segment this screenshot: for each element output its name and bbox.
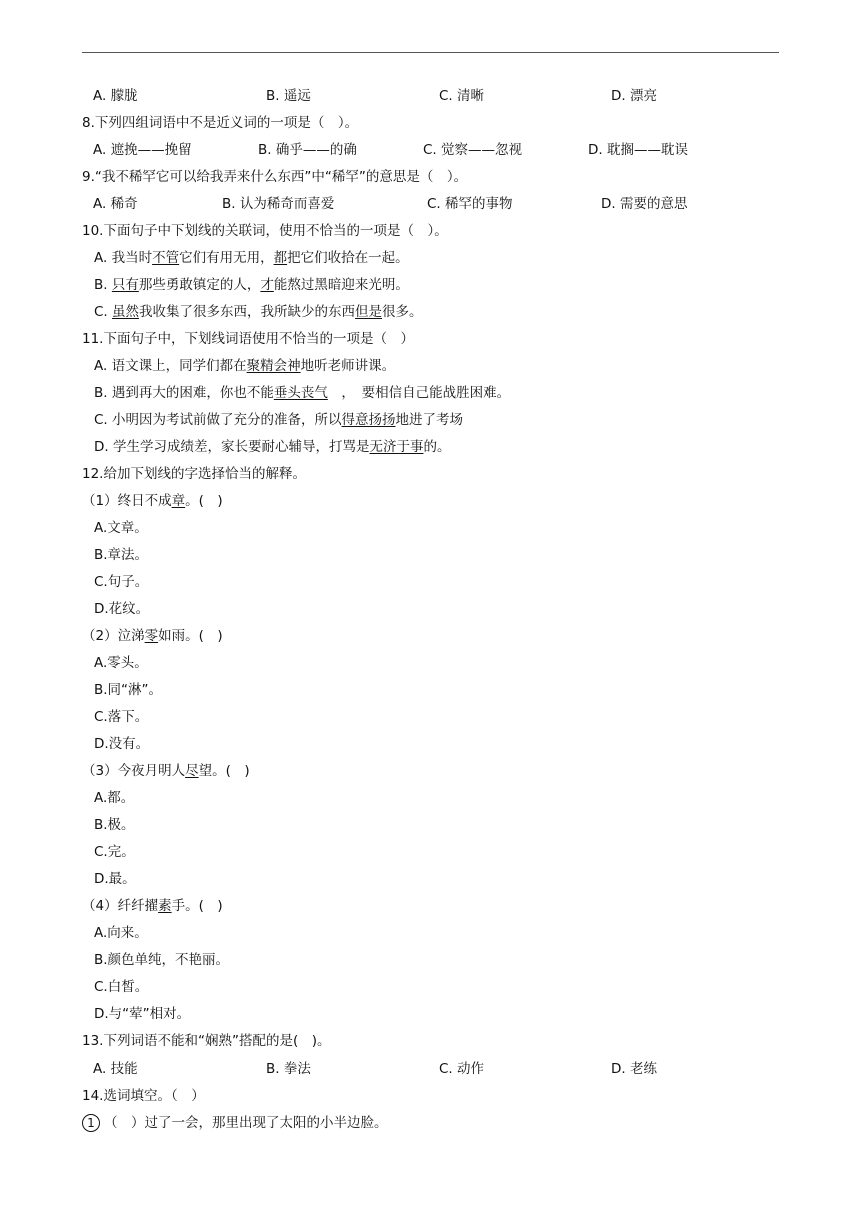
q12-sub3-option-c[interactable]: C.完。 bbox=[94, 844, 135, 860]
q11-d-underlined: 无济于事 bbox=[369, 439, 424, 455]
q13-option-c[interactable]: C. 动作 bbox=[439, 1061, 485, 1077]
q10-b-post: 能熬过黑暗迎来光明。 bbox=[273, 277, 409, 293]
q7-option-d[interactable]: D. 漂亮 bbox=[611, 88, 657, 104]
q10-b-underlined-1: 只有 bbox=[111, 277, 139, 293]
q11-d-pre: D. 学生学习成绩差，家长要耐心辅导，打骂是 bbox=[94, 439, 370, 455]
q9-option-b[interactable]: B. 认为稀奇而喜爱 bbox=[222, 196, 335, 212]
q10-a-mid: 它们有用无用， bbox=[179, 250, 274, 266]
q11-option-d[interactable] bbox=[94, 438, 450, 456]
q9-option-a[interactable]: A. 稀奇 bbox=[93, 196, 138, 212]
q12-sub2-option-d[interactable]: D.没有。 bbox=[94, 736, 150, 752]
q12-sub2-pre: （2）泣涕 bbox=[82, 628, 145, 644]
q9-stem: 9.“我不稀罕它可以给我弄来什么东西”中“稀罕”的意思是（ ）。 bbox=[82, 169, 468, 185]
q10-a-post: 把它们收拾在一起。 bbox=[287, 250, 409, 266]
q10-c-post: 很多。 bbox=[382, 304, 423, 320]
q11-b-underlined: 垂头丧气 bbox=[273, 385, 328, 401]
q11-option-a[interactable] bbox=[94, 357, 395, 375]
q12-sub2-option-a[interactable]: A.零头。 bbox=[94, 655, 148, 671]
q10-a-underlined-2: 都 bbox=[273, 250, 288, 266]
q13-option-b[interactable]: B. 拳法 bbox=[266, 1061, 311, 1077]
q12-sub1-post: 。( ) bbox=[185, 493, 223, 509]
q12-sub1-underlined: 章 bbox=[171, 493, 186, 509]
q13-option-d[interactable]: D. 老练 bbox=[611, 1061, 657, 1077]
q7-option-b[interactable]: B. 遥远 bbox=[266, 88, 311, 104]
q11-c-underlined: 得意扬扬 bbox=[341, 412, 396, 428]
q14-item-1 bbox=[82, 1114, 388, 1132]
q12-sub3-stem bbox=[82, 762, 250, 780]
q12-sub2-underlined: 零 bbox=[144, 628, 159, 644]
q11-option-c[interactable] bbox=[94, 411, 463, 429]
q12-sub2-option-b[interactable]: B.同“淋”。 bbox=[94, 682, 163, 698]
q12-sub1-option-d[interactable]: D.花纹。 bbox=[94, 601, 150, 617]
q10-c-pre: C. bbox=[94, 304, 113, 320]
q10-b-mid: 那些勇敢镇定的人， bbox=[138, 277, 261, 293]
q12-sub4-pre: （4）纤纤擢 bbox=[82, 898, 159, 914]
q8-option-a[interactable]: A. 遮挽——挽留 bbox=[93, 142, 192, 158]
q14-item-1-text: （ ）过了一会，那里出现了太阳的小半边脸。 bbox=[104, 1115, 388, 1131]
q12-sub3-post: 望。( ) bbox=[198, 763, 250, 779]
q12-sub4-option-a[interactable]: A.向来。 bbox=[94, 925, 148, 941]
q10-b-underlined-2: 才 bbox=[260, 277, 274, 293]
q11-stem: 11.下面句子中，下划线词语使用不恰当的一项是（ ） bbox=[82, 331, 414, 347]
q12-sub3-underlined: 尽 bbox=[185, 763, 199, 779]
circled-number: 1 bbox=[82, 1114, 100, 1132]
q12-sub4-post: 手。( ) bbox=[171, 898, 223, 914]
q12-sub1-stem bbox=[82, 492, 223, 510]
q12-sub4-stem bbox=[82, 897, 223, 915]
q8-stem: 8.下列四组词语中不是近义词的一项是（ ）。 bbox=[82, 115, 359, 131]
q8-option-c[interactable]: C. 觉察——忽视 bbox=[423, 142, 523, 158]
q12-sub2-stem bbox=[82, 627, 223, 645]
q11-c-pre: C. 小明因为考试前做了充分的准备，所以 bbox=[94, 412, 342, 428]
q12-sub3-option-b[interactable]: B.极。 bbox=[94, 817, 135, 833]
q10-c-underlined-1: 虽然 bbox=[112, 304, 140, 320]
q10-option-c[interactable] bbox=[94, 303, 423, 321]
q10-option-a[interactable] bbox=[94, 249, 409, 267]
q11-d-post: 的。 bbox=[423, 439, 451, 455]
q13-stem: 13.下列词语不能和“娴熟”搭配的是( )。 bbox=[82, 1033, 331, 1049]
q11-c-post: 地进了考场 bbox=[395, 412, 464, 428]
q10-a-underlined-1: 不管 bbox=[152, 250, 180, 266]
q9-option-c[interactable]: C. 稀罕的事物 bbox=[427, 196, 513, 212]
q13-option-a[interactable]: A. 技能 bbox=[93, 1061, 138, 1077]
q10-stem: 10.下面句子中下划线的关联词，使用不恰当的一项是（ ）。 bbox=[82, 223, 448, 239]
q12-sub4-option-c[interactable]: C.白皙。 bbox=[94, 979, 149, 995]
header-rule bbox=[82, 52, 779, 53]
q12-sub1-option-a[interactable]: A.文章。 bbox=[94, 520, 148, 536]
q10-option-b[interactable] bbox=[94, 276, 409, 294]
q11-a-post: 地听老师讲课。 bbox=[300, 358, 396, 374]
q12-sub4-underlined: 素 bbox=[158, 898, 172, 914]
q10-c-mid: 我收集了很多东西，我所缺少的东西 bbox=[139, 304, 356, 320]
q12-sub3-option-a[interactable]: A.都。 bbox=[94, 790, 135, 806]
q12-sub3-pre: （3）今夜月明人 bbox=[82, 763, 186, 779]
q12-sub3-option-d[interactable]: D.最。 bbox=[94, 871, 136, 887]
q11-option-b[interactable] bbox=[94, 384, 510, 402]
q7-option-c[interactable]: C. 清晰 bbox=[439, 88, 485, 104]
q7-option-a[interactable]: A. 朦胧 bbox=[93, 88, 138, 104]
q12-sub4-option-b[interactable]: B.颜色单纯，不艳丽。 bbox=[94, 952, 230, 968]
q11-a-pre: A. 语文课上，同学们都在 bbox=[94, 358, 247, 374]
q8-option-d[interactable]: D. 耽搁——耽误 bbox=[588, 142, 688, 158]
q10-b-pre: B. bbox=[94, 277, 112, 293]
q14-stem: 14.选词填空。（ ） bbox=[82, 1088, 205, 1104]
q11-b-post: ， 要相信自己能战胜困难。 bbox=[327, 385, 511, 401]
q10-c-underlined-2: 但是 bbox=[355, 304, 383, 320]
q11-a-underlined: 聚精会神 bbox=[246, 358, 301, 374]
q10-a-pre: A. 我当时 bbox=[94, 250, 153, 266]
q12-sub2-post: 如雨。( ) bbox=[158, 628, 223, 644]
q9-option-d[interactable]: D. 需要的意思 bbox=[601, 196, 688, 212]
q12-stem: 12.给加下划线的字选择恰当的解释。 bbox=[82, 466, 306, 482]
q12-sub2-option-c[interactable]: C.落下。 bbox=[94, 709, 149, 725]
q12-sub1-option-b[interactable]: B.章法。 bbox=[94, 547, 149, 563]
q12-sub1-pre: （1）终日不成 bbox=[82, 493, 172, 509]
q11-b-pre: B. 遇到再大的困难，你也不能 bbox=[94, 385, 274, 401]
q12-sub1-option-c[interactable]: C.句子。 bbox=[94, 574, 149, 590]
q12-sub4-option-d[interactable]: D.与“荤”相对。 bbox=[94, 1006, 191, 1022]
q8-option-b[interactable]: B. 确乎——的确 bbox=[258, 142, 357, 158]
